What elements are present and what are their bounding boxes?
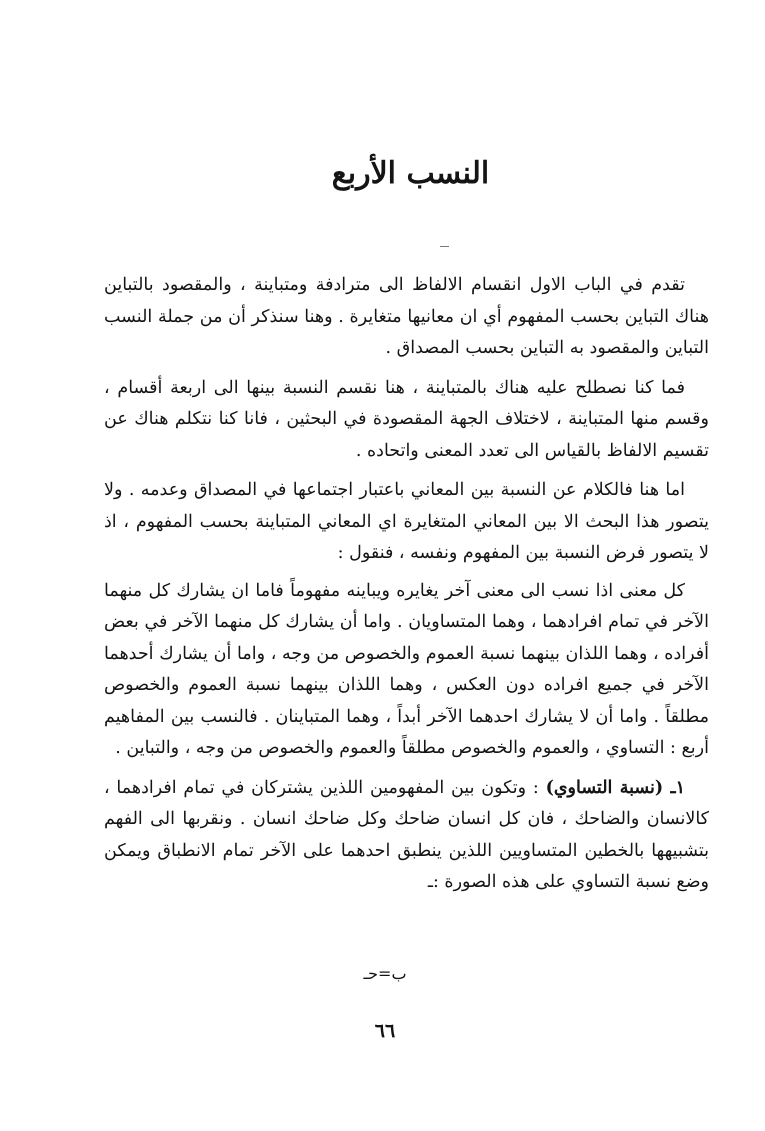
page-title: النسب الأربع (331, 156, 490, 191)
title-ornament (440, 246, 449, 247)
page-body (104, 270, 709, 907)
paragraph-four-relations: كل معنى اذا نسب الى معنى آخر يغايره ويباينه مفهوماً فاما ان يشارك كل منهما الآخر في تمام افرادهما ، وهما المتساويان . واما أن يشارك كل منهما الآخر في بعض أفراده ، وهما اللذان بينهما نسبة العموم والخصوص من وجه ، واما أن يشارك أحدهما الآخر في جميع افراده دون العكس ، وهما اللذان بينهما نسبة العموم والخصوص مطلقاً . واما أن لا يشارك احدهما الآخر أبداً ، وهما المتباينان . فالنسب بين المفاهيم أربع : التساوي ، والعموم والخصوص مطلقاً والعموم والخصوص من وجه ، والتباين . (104, 580, 709, 758)
equality-formula: ب=حـ (363, 964, 407, 983)
paragraph-scope: اما هنا فالكلام عن النسبة بين المعاني باعتبار اجتماعها في المصداق وعدمه . ولا يتصور هذا البحث الا بين المعاني المتغايرة اي المعاني المتباينة بحسب المفهوم ، اذ لا يتصور فرض النسبة بين المفهوم ونفسه ، فنقول : (104, 480, 709, 563)
section-text-equality: : وتكون بين المفهومين اللذين يشتركان في تمام افرادهما ، كالانسان والضاحك ، فان كل انسان ضاحك وكل ضاحك انسان . ونقربها الى الفهم بتشبيهها بالخطين المتساويين اللذين ينطبق احدهما على الآخر تمام الانطباق ويمكن وضع نسبة التساوي على هذه الصورة :ـ (104, 777, 709, 892)
paragraph-equality (104, 773, 709, 899)
page-number: ٦٦ (374, 1020, 396, 1042)
paragraph-terminology: فما كنا نصطلح عليه هناك بالمتباينة ، هنا نقسم النسبة بينها الى اربعة أقسام ، وقسم منها المتباينة ، لاختلاف الجهة المقصودة في البحثين ، فانا كنا نتكلم هناك عن تقسيم الالفاظ بالقياس الى تعدد المعنى واتحاده . (104, 377, 709, 461)
section-heading-equality: ١ـ (نسبة التساوي) (545, 777, 685, 798)
paragraph-intro: تقدم في الباب الاول انقسام الالفاظ الى مترادفة ومتباينة ، والمقصود بالتباين هناك التباين بحسب المفهوم أي ان معانيها متغايرة . وهنا سنذكر أن من جملة النسب التباين والمقصود به التباين بحسب المصداق . (104, 275, 709, 358)
